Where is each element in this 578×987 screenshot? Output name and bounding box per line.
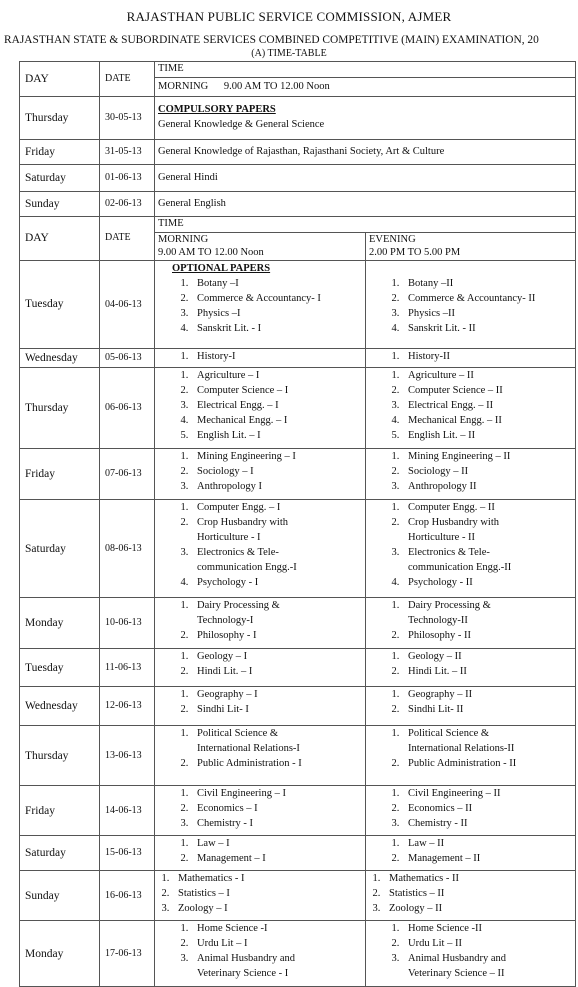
paper-name: Geography – II [408,689,473,701]
paper-name: Electronics & Tele- [408,547,490,559]
spacer [369,262,572,277]
morning-papers-cell [155,349,366,368]
optional-row [20,500,576,598]
paper-item [402,292,572,307]
morning-papers-cell [155,687,366,726]
paper-name: Management – II [408,853,481,865]
evening-papers-cell [366,598,576,649]
evening-papers-cell [366,687,576,726]
paper-item [191,650,362,665]
paper-name: Animal Husbandry and [197,953,295,965]
paper-item [191,688,362,703]
paper-item [402,501,572,516]
date-cell: 01-06-13 [100,165,155,192]
paper-name: Sanskrit Lit. - II [408,322,476,334]
date-cell: 14-06-13 [100,786,155,836]
date-cell: 12-06-13 [100,687,155,726]
paper-name: Mechanical Engg. – I [197,415,288,427]
paper-item [402,937,572,952]
commission-title: RAJASTHAN PUBLIC SERVICE COMMISSION, AJMER [126,9,452,24]
date-cell: 06-06-13 [100,368,155,449]
morning-papers-cell [155,836,366,871]
paper-name: Economics – II [408,803,473,815]
paper-name: English Lit. – II [408,430,476,442]
paper-item [402,952,572,982]
paper-list [369,599,572,644]
optional-row [20,871,576,921]
paper-item [402,817,572,832]
morning-papers-cell [155,871,366,921]
paper-name: Sociology – II [408,466,469,478]
paper-name-continued: communication Engg.-I [197,562,297,574]
paper-name: Anthropology I [197,481,263,493]
compulsory-row [20,165,576,192]
compulsory-row [20,97,576,140]
paper-item [191,414,362,429]
col-day-header: DAY [20,62,100,97]
paper-item [191,399,362,414]
paper-name: Commerce & Accountancy- II [408,292,536,304]
paper-name: Zoology – II [389,903,443,915]
optional-row [20,836,576,871]
morning-papers-cell [155,449,366,500]
paper-list [158,650,362,680]
paper-item [402,852,572,867]
date-cell: 15-06-13 [100,836,155,871]
paper-item [191,350,362,365]
paper-name: Physics –I [197,307,241,319]
paper-name: Sanskrit Lit. - I [197,322,262,334]
paper-list [158,872,362,917]
paper-name-continued: Horticulture - II [408,532,476,544]
morning-papers-cell [155,649,366,687]
paper-name-continued: Veterinary Science - I [197,968,289,980]
optional-row [20,786,576,836]
paper-item [191,802,362,817]
compulsory-row [20,140,576,165]
day-cell: Friday [20,449,100,500]
date-cell: 07-06-13 [100,449,155,500]
paper-item [191,369,362,384]
paper-name-continued: Technology-II [408,615,468,627]
evening-papers-cell [366,368,576,449]
paper-name: Agriculture – II [408,370,474,382]
paper-list [158,837,362,867]
paper-name: Animal Husbandry and [408,953,506,965]
paper-name: Computer Science – II [408,385,503,397]
evening-papers-cell [366,649,576,687]
paper-item [191,852,362,867]
paper-item [191,307,362,322]
paper-list [369,872,572,917]
day-cell: Saturday [20,836,100,871]
date-cell: 31-05-13 [100,140,155,165]
paper-item [191,501,362,516]
evening-papers-cell [366,449,576,500]
paper-item [191,516,362,546]
paper-list [369,350,572,365]
paper-item [402,414,572,429]
date-cell: 13-06-13 [100,726,155,786]
paper-name: Geology – I [197,651,248,663]
paper-name: Hindi Lit. – II [408,666,467,678]
morning-label: MORNING [158,233,209,245]
paper-item [191,727,362,757]
paper-item [402,350,572,365]
paper-item [402,399,572,414]
paper-item [191,787,362,802]
date-cell: 08-06-13 [100,500,155,598]
paper-item [191,546,362,576]
morning-papers-cell [155,500,366,598]
paper-name: Political Science & [408,728,490,740]
compulsory-row [20,192,576,217]
evening-papers-cell [366,786,576,836]
paper-name: Geography – I [197,689,258,701]
paper-list [369,787,572,832]
paper-item [191,837,362,852]
optional-row [20,598,576,649]
date-cell: 11-06-13 [100,649,155,687]
compulsory-heading: COMPULSORY PAPERS [158,104,276,116]
paper-item [191,429,362,444]
date-cell: 17-06-13 [100,921,155,987]
paper-name: Chemistry - II [408,818,468,830]
evening-papers-cell [366,871,576,921]
paper-name: Sindhi Lit- II [408,704,464,716]
morning-header [155,232,366,260]
paper-item [402,516,572,546]
section-title: (A) TIME-TABLE [251,48,327,59]
paper-list [158,727,362,772]
paper-list [158,369,362,444]
morning-papers-cell [155,598,366,649]
paper-name: Political Science & [197,728,279,740]
paper-name: Statistics – II [389,888,445,900]
exam-title: RAJASTHAN STATE & SUBORDINATE SERVICES COMBINED COMPETITIVE (MAIN) EXAMINATION, 20 [4,34,539,46]
morning-papers-cell [155,261,366,349]
paper-item [191,665,362,680]
morning-time: 9.00 AM TO 12.00 Noon [158,246,264,258]
paper-name: Mechanical Engg. – II [408,415,502,427]
time-label: TIME [155,217,576,233]
paper-item [402,703,572,718]
paper-item [402,384,572,399]
paper-name: Botany –I [197,278,239,289]
paper-name-continued: Horticulture - I [197,532,261,544]
day-cell: Saturday [20,165,100,192]
date-cell: 30-05-13 [100,97,155,140]
morning-papers-cell [155,368,366,449]
paper-name: Statistics – I [178,888,230,900]
day-cell: Saturday [20,500,100,598]
paper-name: Hindi Lit. – I [197,666,253,678]
evening-papers-cell [366,500,576,598]
optional-row [20,649,576,687]
col-date-header: DATE [100,62,155,97]
paper-item [191,629,362,644]
paper-name: Crop Husbandry with [197,517,288,529]
paper-name-continued: Veterinary Science – II [408,968,505,980]
day-cell: Thursday [20,368,100,449]
evening-label: EVENING [369,233,416,245]
paper-cell [155,140,576,165]
paper-list [369,727,572,772]
paper-name: Electrical Engg. – II [408,400,494,412]
optional-row [20,726,576,786]
paper-item [402,576,572,591]
morning-papers-cell [155,786,366,836]
paper-name: Electronics & Tele- [197,547,279,559]
day-cell: Friday [20,140,100,165]
paper-item [402,629,572,644]
date-cell: 16-06-13 [100,871,155,921]
optional-row [20,368,576,449]
optional-header-row [20,217,576,233]
date-cell: 10-06-13 [100,598,155,649]
paper-name: Sociology – I [197,466,254,478]
day-cell: Sunday [20,192,100,217]
paper-name: Anthropology II [408,481,477,493]
paper-item [191,450,362,465]
paper-item [191,757,362,772]
paper-name-continued: International Relations-II [408,743,515,755]
day-cell: Thursday [20,97,100,140]
paper-list [158,787,362,832]
optional-row [20,261,576,349]
paper-name: Urdu Lit – I [197,938,248,950]
paper-name: Zoology – I [178,903,228,915]
paper-name: History-I [197,351,236,363]
paper-item [402,465,572,480]
paper-name: Mining Engineering – II [408,451,511,463]
paper-name: Economics – I [197,803,258,815]
paper-name: Sindhi Lit- I [197,704,249,716]
paper-item [402,599,572,629]
paper-list [369,501,572,590]
paper-list [369,688,572,718]
paper-name: General Knowledge & General Science [158,119,325,130]
paper-item [191,465,362,480]
paper-name: Psychology - I [197,576,259,588]
paper-name: Mathematics - I [178,873,245,885]
day-cell: Wednesday [20,349,100,368]
paper-item [402,277,572,292]
day-cell: Monday [20,921,100,987]
paper-item [191,292,362,307]
paper-list [369,450,572,495]
paper-list [158,277,362,337]
paper-name: Dairy Processing & [197,600,280,612]
paper-name: General English [158,197,226,209]
paper-item [402,688,572,703]
time-label: TIME [155,62,576,78]
paper-list [369,837,572,867]
paper-list [369,369,572,444]
paper-name: General Knowledge of Rajasthan, Rajasthani Society, Art & Culture [158,145,445,157]
paper-list [369,922,572,982]
paper-item [402,369,572,384]
paper-item [402,665,572,680]
paper-name: Commerce & Accountancy- I [197,292,321,304]
paper-name: Mathematics - II [389,873,459,885]
evening-papers-cell [366,836,576,871]
paper-name: Law – II [408,838,445,850]
date-cell: 02-06-13 [100,192,155,217]
compulsory-header-row [20,62,576,78]
paper-list [158,688,362,718]
paper-cell [155,192,576,217]
paper-name: Home Science -I [197,923,268,935]
paper-name: Electrical Engg. – I [197,400,279,412]
paper-item [172,902,362,917]
evening-papers-cell [366,726,576,786]
paper-name: Computer Science – I [197,385,289,397]
paper-list [369,277,572,337]
paper-name: General Hindi [158,171,218,183]
evening-time: 2.00 PM TO 5.00 PM [369,246,461,258]
paper-item [191,322,362,337]
paper-item [191,576,362,591]
paper-name: English Lit. – I [197,430,261,442]
paper-item [402,922,572,937]
paper-name: Public Administration - I [197,758,302,770]
morning-time: MORNING 9.00 AM TO 12.00 Noon [155,78,576,97]
paper-name: Philosophy - II [408,630,471,642]
paper-item [402,837,572,852]
paper-cell [155,97,576,140]
paper-name: Computer Engg. – II [408,502,495,514]
date-cell: 04-06-13 [100,261,155,349]
day-cell: Monday [20,598,100,649]
paper-item [402,429,572,444]
evening-papers-cell [366,349,576,368]
paper-item [402,727,572,757]
paper-cell [155,165,576,192]
day-cell: Wednesday [20,687,100,726]
paper-item [402,322,572,337]
paper-name-continued: Technology-I [197,615,254,627]
paper-item [191,937,362,952]
paper-list [369,650,572,680]
paper-name: Urdu Lit – II [408,938,462,950]
paper-item [402,757,572,772]
paper-item [402,546,572,576]
paper-item [191,599,362,629]
paper-name: Law – I [197,838,230,850]
optional-heading: OPTIONAL PAPERS [172,263,271,275]
paper-name: Civil Engineering – I [197,788,286,800]
paper-list [158,350,362,365]
day-cell: Thursday [20,726,100,786]
day-cell: Friday [20,786,100,836]
paper-name: Home Science -II [408,923,483,935]
date-cell: 05-06-13 [100,349,155,368]
paper-name-continued: International Relations-I [197,743,300,755]
paper-name: Chemistry - I [197,818,253,830]
paper-item [191,952,362,982]
paper-item [383,872,572,887]
day-cell: Sunday [20,871,100,921]
paper-name-continued: communication Engg.-II [408,562,512,574]
paper-item [402,307,572,322]
paper-item [191,817,362,832]
paper-item [402,480,572,495]
optional-row [20,449,576,500]
paper-name: Mining Engineering – I [197,451,296,463]
paper-name: Management – I [197,853,266,865]
paper-item [383,902,572,917]
paper-item [191,703,362,718]
day-cell: Tuesday [20,649,100,687]
paper-item [172,887,362,902]
paper-name: Dairy Processing & [408,600,491,612]
paper-item [191,480,362,495]
paper-list [158,922,362,982]
paper-item [191,384,362,399]
optional-row [20,687,576,726]
morning-papers-cell [155,726,366,786]
paper-name: Public Administration - II [408,758,517,770]
paper-name: Geology – II [408,651,462,663]
paper-item [191,277,362,292]
paper-list [158,450,362,495]
paper-name: Agriculture – I [197,370,260,382]
paper-item [402,650,572,665]
paper-item [402,787,572,802]
paper-item [402,450,572,465]
paper-item [383,887,572,902]
col-day-header: DAY [20,217,100,261]
paper-name: Computer Engg. – I [197,502,281,514]
paper-name: Civil Engineering – II [408,788,501,800]
optional-row [20,349,576,368]
col-date-header: DATE [100,217,155,261]
timetable [19,61,576,987]
paper-name: Crop Husbandry with [408,517,499,529]
paper-name: Botany –II [408,278,454,289]
paper-item [191,922,362,937]
evening-papers-cell [366,261,576,349]
day-cell: Tuesday [20,261,100,349]
paper-item [172,872,362,887]
paper-name: Philosophy - I [197,630,257,642]
paper-item [402,802,572,817]
paper-list [158,599,362,644]
paper-name: Physics –II [408,307,455,319]
paper-name: History-II [408,351,450,363]
paper-list [158,501,362,590]
evening-header [366,232,576,260]
paper-name: Psychology - II [408,576,473,588]
